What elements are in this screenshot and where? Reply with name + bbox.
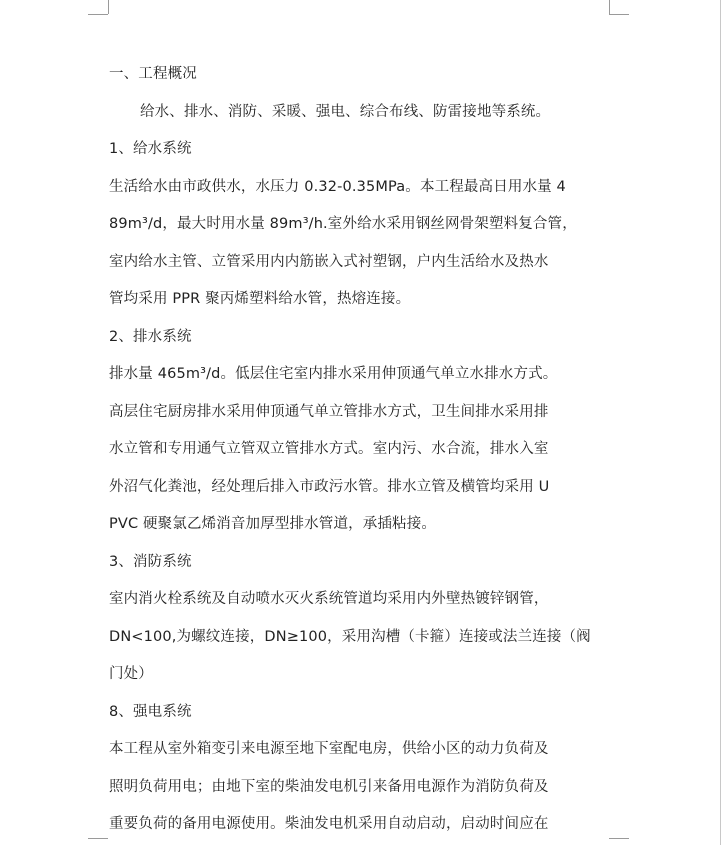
paragraph-line: 本工程从室外箱变引来电源至地下室配电房，供给小区的动力负荷及 (109, 741, 549, 757)
page-edge (720, 0, 721, 845)
paragraph-line: 照明负荷用电；由地下室的柴油发电机引来备用电源作为消防负荷及 (109, 778, 549, 795)
paragraph-line: 水立管和专用通气立管双立管排水方式。室内污、水合流，排水入室 (109, 441, 549, 457)
paragraph-line: 89m³/d，最大时用水量 89m³/h.室外给水采用钢丝网骨架塑料复合管， (109, 216, 577, 232)
subsection-heading: 3、消防系统 (109, 553, 192, 570)
paragraph-line: 高层住宅厨房排水采用伸顶通气单立管排水方式，卫生间排水采用排 (109, 403, 549, 420)
paragraph-line: PVC 硬聚氯乙烯消音加厚型排水管道，承插粘接。 (109, 516, 436, 532)
crop-mark (88, 838, 108, 839)
paragraph-line: DN<100,为螺纹连接，DN≥100，采用沟槽（卡箍）连接或法兰连接（阀 (109, 628, 591, 645)
crop-mark (609, 838, 629, 839)
paragraph-line: 管均采用 PPR 聚丙烯塑料给水管，热熔连接。 (109, 291, 411, 307)
paragraph-line: 生活给水由市政供水，水压力 0.32-0.35MPa。本工程最高日用水量 4 (109, 178, 566, 195)
subsection-heading: 1、给水系统 (109, 141, 192, 157)
paragraph-line: 重要负荷的备用电源使用。柴油发电机采用自动启动，启动时间应在 (109, 816, 549, 832)
paragraph-line: 门处） (109, 666, 153, 682)
subsection-heading: 2、排水系统 (109, 328, 192, 345)
paragraph-line: 室内给水主管、立管采用内内筋嵌入式衬塑钢，户内生活给水及热水 (109, 253, 549, 270)
crop-mark (609, 0, 610, 14)
crop-mark (609, 14, 629, 15)
crop-mark (88, 14, 108, 15)
paragraph-line: 排水量 465m³/d。低层住宅室内排水采用伸顶通气单立水排水方式。 (109, 366, 558, 382)
crop-mark (108, 0, 109, 14)
paragraph-line: 室内消火栓系统及自动喷水灭火系统管道均采用内外壁热镀锌钢管， (109, 591, 549, 607)
paragraph-line: 给水、排水、消防、采暖、强电、综合布线、防雷接地等系统。 (140, 103, 551, 120)
document-body (109, 56, 611, 844)
paragraph-line: 外沼气化粪池，经处理后排入市政污水管。排水立管及横管均采用 U (109, 478, 550, 495)
subsection-heading: 8、强电系统 (109, 703, 192, 720)
section-heading: 一、工程概况 (109, 66, 197, 82)
